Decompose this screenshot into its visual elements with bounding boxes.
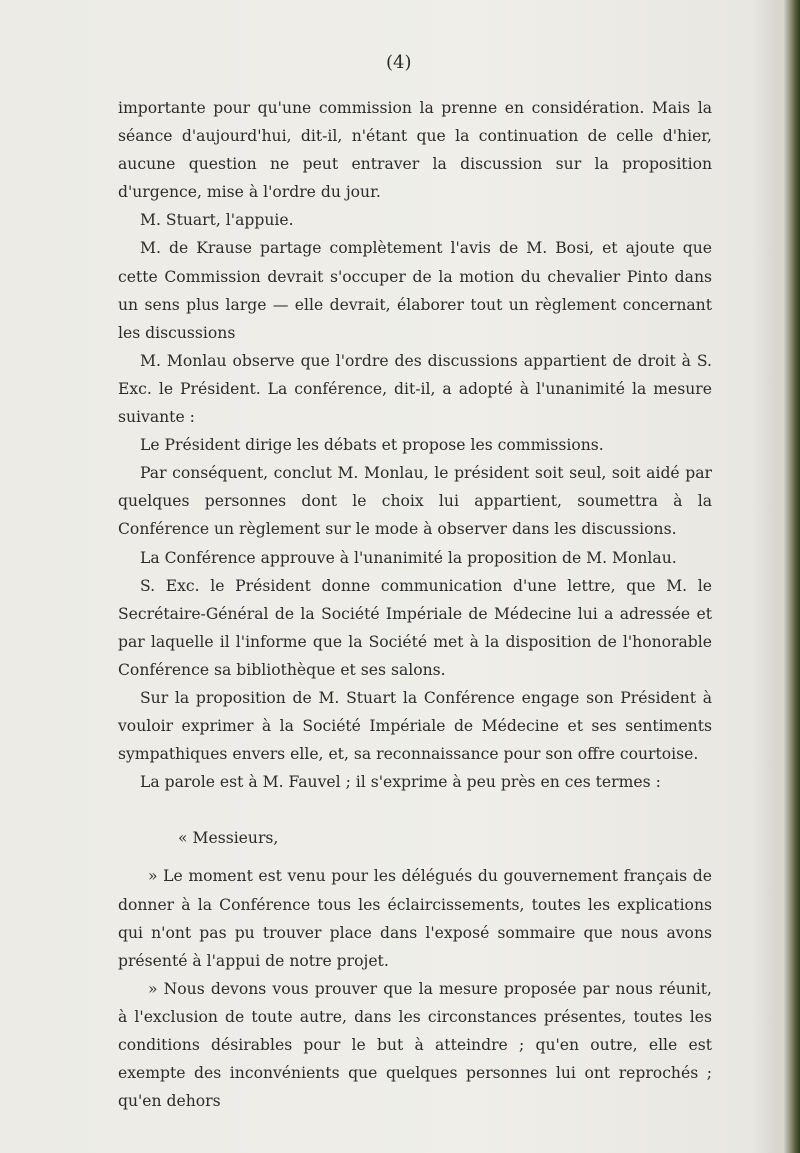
paragraph-1: importante pour qu'une commission la prenne en considération. Mais la séance d'aujourd'hui, dit-il, n'étant que la continuation de celle d'hier, aucune question ne peut entraver la discussion sur la proposition d'urgence, mise à l'ordre du jour. — [118, 99, 712, 202]
quote-paragraph-2: » Nous devons vous prouver que la mesure proposée par nous réunit, à l'exclusion de toute autre, dans les circonstances présentes, toutes les conditions désirables pour le but à atteindre ; qu'en outre, elle est exempte des inconvénients que quelques personnes lui ont reprochés ; qu'en dehors — [118, 979, 712, 1111]
page-number: (4) — [386, 52, 412, 73]
paragraph-4: M. Monlau observe que l'ordre des discussions appartient de droit à S. Exc. le Président. La conférence, dit-il, a adopté à l'unanimité la mesure suivante : — [118, 351, 712, 427]
paragraph-7: La Conférence approuve à l'unanimité la proposition de M. Monlau. — [140, 548, 677, 567]
paragraph-6: Par conséquent, conclut M. Monlau, le président soit seul, soit aidé par quelques personnes dont le choix lui appartient, soumettra à la Conférence un règlement sur le mode à observer dans les discussions. — [118, 464, 712, 539]
paragraph-9: Sur la proposition de M. Stuart la Conférence engage son Président à vouloir exprimer à la Société Impériale de Médecine et ses sentiments sympathiques envers elle, et, sa reconnaissance pour son offre courtoise. — [118, 688, 712, 764]
paragraph-2: M. Stuart, l'appuie. — [140, 211, 294, 230]
body-text — [118, 94, 712, 1115]
paragraph-10: La parole est à M. Fauvel ; il s'exprime à peu près en ces termes : — [140, 773, 661, 792]
paragraph-8: S. Exc. le Président donne communication d'une lettre, que M. le Secrétaire-Général de la Société Impériale de Médecine lui a adressée et par laquelle il l'informe que la Société met à la disposition de l'honorable Conférence sa bibliothèque et ses salons. — [118, 576, 712, 679]
paragraph-3: M. de Krause partage complètement l'avis de M. Bosi, et ajoute que cette Commission devrait s'occuper de la motion du chevalier Pinto dans un sens plus large — elle devrait, élaborer tout un règlement concernant les discussions — [118, 239, 712, 342]
page-edge-shadow — [784, 0, 800, 1153]
paragraph-5: Le Président dirige les débats et propose les commissions. — [140, 436, 604, 455]
salutation: « Messieurs, — [178, 829, 279, 848]
quote-paragraph-1: » Le moment est venu pour les délégués du gouvernement français de donner à la Conférence tous les éclaircissements, toutes les explications qui n'ont pas pu trouver place dans l'exposé sommaire que nous avons présenté à l'appui de notre projet. — [118, 867, 712, 970]
